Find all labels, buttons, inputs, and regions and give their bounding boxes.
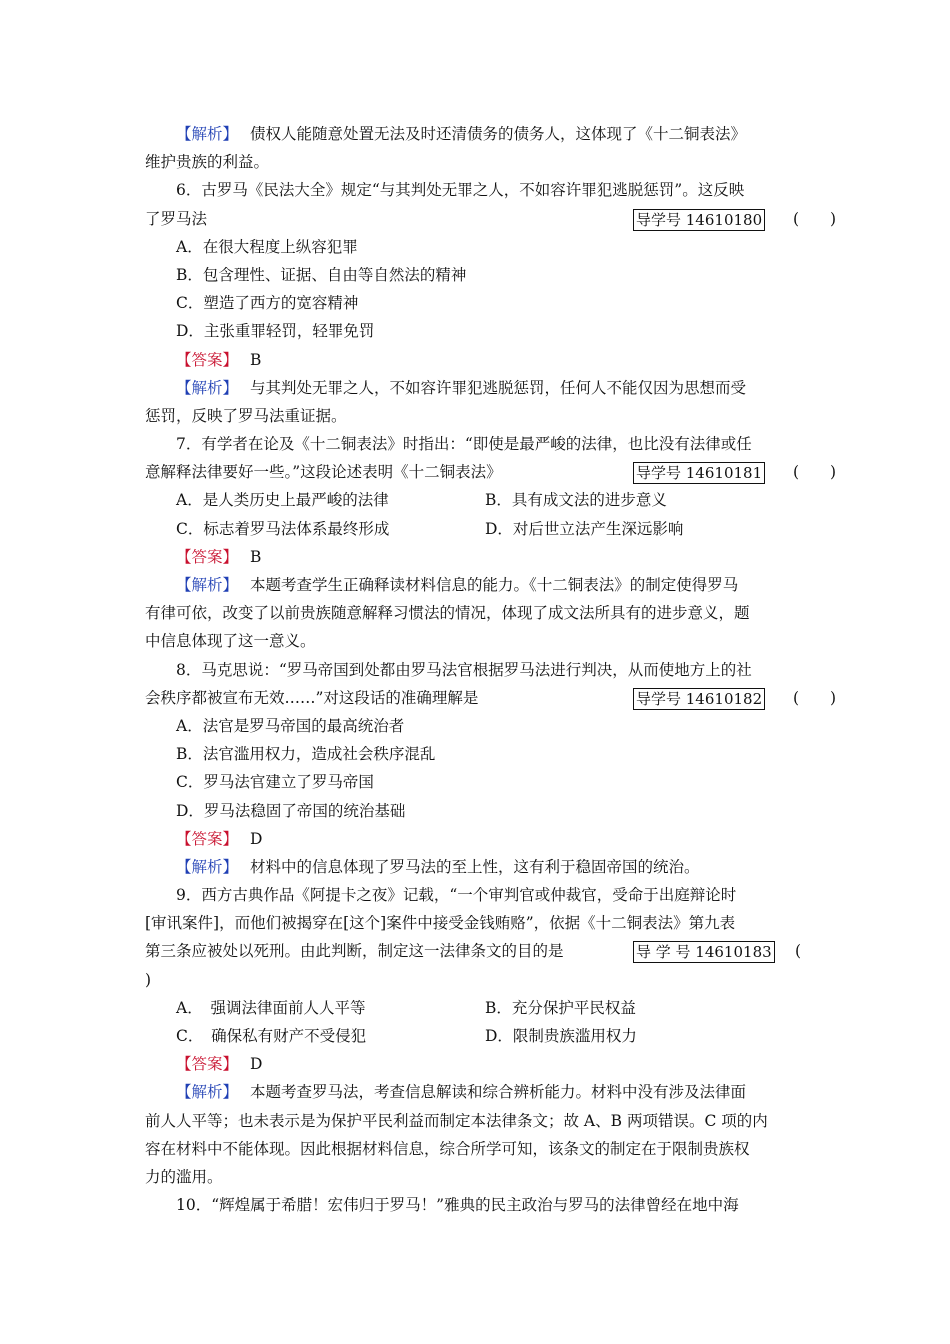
analysis-tag: 【解析】 [176,378,239,397]
answer-value: D [250,829,263,848]
q9-stem-cont: [审讯案件]，而他们被揭穿在[这个]案件中接受金钱贿赂”，依据《十二铜表法》第九表 [145,914,736,933]
answer-value: B [250,350,262,369]
q7-option-b: B．具有成文法的进步意义 [485,491,667,510]
q6-option-a: A．在很大程度上纵容犯罪 [176,237,358,256]
q7-guide-number: 导学号 14610181 [633,462,765,484]
q8-stem-cont [145,684,837,712]
answer-tag: 【答案】 [176,829,239,848]
q9-option-c: C． 确保私有财产不受侵犯 [176,1027,367,1045]
analysis-tag: 【解析】 [176,125,239,143]
q6-stem: 6．古罗马《民法大全》规定“与其判处无罪之人，不如容许罪犯逃脱惩罚”。这反映 [176,181,745,200]
analysis-tag: 【解析】 [176,857,239,876]
q6-analysis-cont: 惩罚，反映了罗马法重证据。 [145,406,347,425]
analysis-text: 本题考查学生正确释读材料信息的能力。《十二铜表法》的制定使得罗马 [250,576,739,594]
analysis-tag: 【解析】 [176,576,239,594]
q6-option-c: C．塑造了西方的宽容精神 [176,294,359,313]
q8-analysis [145,853,810,881]
q8-answer [145,825,810,853]
q7-stem: 7．有学者在论及《十二铜表法》时指出：“即使是最严峻的法律，也比没有法律或任 [176,435,752,454]
q8-option-b: B．法官滥用权力，造成社会秩序混乱 [176,745,436,764]
analysis-text: 材料中的信息体现了罗马法的至上性，这有利于稳固帝国的统治。 [250,857,700,876]
q9-stem: 9．西方古典作品《阿提卡之夜》记载，“一个审判官或仲裁官，受命于出庭辩论时 [176,886,737,905]
q8-option-d: D．罗马法稳固了帝国的统治基础 [176,801,406,820]
q6-answer-blank: ( ) [793,209,837,228]
q7-options-row2 [145,515,810,543]
q7-option-a: A．是人类历史上最严峻的法律 [176,491,389,510]
analysis-text: 与其判处无罪之人，不如容许罪犯逃脱惩罚，任何人不能仅因为思想而受 [250,378,747,397]
q9-stem-cont2 [145,937,810,965]
q9-options-row1 [145,994,810,1022]
q5-analysis [145,120,810,148]
q7-analysis-cont2: 中信息体现了这一意义。 [145,632,316,651]
q9-option-b: B．充分保护平民权益 [485,998,636,1017]
q9-analysis-cont3: 力的滥用。 [145,1167,223,1186]
q8-stem-text: 会秩序都被宣布无效……”对这段话的准确理解是 [145,688,479,707]
answer-tag: 【答案】 [176,1055,239,1074]
q8-answer-blank: ( ) [793,688,837,707]
q6-option-b: B．包含理性、证据、自由等自然法的精神 [176,265,467,284]
q7-stem-text: 意解释法律要好一些。”这段论述表明《十二铜表法》 [145,463,502,482]
q8-stem: 8．马克思说：“罗马帝国到处都由罗马法官根据罗马法进行判决，从而使地方上的社 [176,660,752,679]
q9-analysis [145,1078,810,1106]
q7-answer [145,543,810,571]
q9-guide-number: 导 学 号 14610183 [633,941,775,963]
q7-analysis [145,571,810,599]
q7-stem-cont [145,458,837,486]
q7-answer-blank: ( ) [793,463,837,482]
q10-stem: 10．“辉煌属于希腊！宏伟归于罗马！”雅典的民主政治与罗马的法律曾经在地中海 [176,1196,739,1215]
answer-value: D [250,1055,263,1074]
q9-answer-blank-open: ( [795,942,802,961]
analysis-tag: 【解析】 [176,1083,239,1102]
analysis-text: 本题考查罗马法，考查信息解读和综合辨析能力。材料中没有涉及法律面 [250,1083,747,1102]
q5-analysis-cont: 维护贵族的利益。 [145,153,270,172]
q9-option-a: A． 强调法律面前人人平等 [176,998,366,1017]
q9-analysis-cont2: 容在材料中不能体现。因此根据材料信息，综合所学可知，该条文的制定在于限制贵族权 [145,1139,750,1158]
q9-answer-blank-close: ) [145,970,152,989]
q9-options-row2 [145,1022,810,1050]
q7-option-c: C．标志着罗马法体系最终形成 [176,519,390,538]
q6-stem-cont [145,205,837,233]
document-page [145,120,837,1219]
answer-tag: 【答案】 [176,547,239,566]
q6-guide-number: 导学号 14610180 [633,209,765,231]
analysis-text: 债权人能随意处置无法及时还清债务的债务人，这体现了《十二铜表法》 [250,125,747,143]
q7-options-row1 [145,486,810,514]
q9-analysis-cont: 前人人平等；也未表示是为保护平民利益而制定本法律条文；故 A、B 两项错误。C 项的内 [145,1111,768,1130]
q7-option-d: D．对后世立法产生深远影响 [485,519,684,538]
q9-answer [145,1050,810,1078]
q6-analysis [145,374,810,402]
q8-guide-number: 导学号 14610182 [633,688,765,710]
q6-answer [145,346,810,374]
q9-stem-text: 第三条应被处以死刑。由此判断，制定这一法律条文的目的是 [145,942,564,961]
q6-option-d: D．主张重罪轻罚，轻罪免罚 [176,322,375,341]
q7-analysis-cont: 有律可依，改变了以前贵族随意解释习惯法的情况，体现了成文法所具有的进步意义，题 [145,604,750,623]
q6-stem-text: 了罗马法 [145,209,208,228]
answer-value: B [250,547,262,566]
q8-option-c: C．罗马法官建立了罗马帝国 [176,773,374,792]
q9-option-d: D．限制贵族滥用权力 [485,1027,637,1045]
q8-option-a: A．法官是罗马帝国的最高统治者 [176,716,405,735]
answer-tag: 【答案】 [176,350,239,369]
